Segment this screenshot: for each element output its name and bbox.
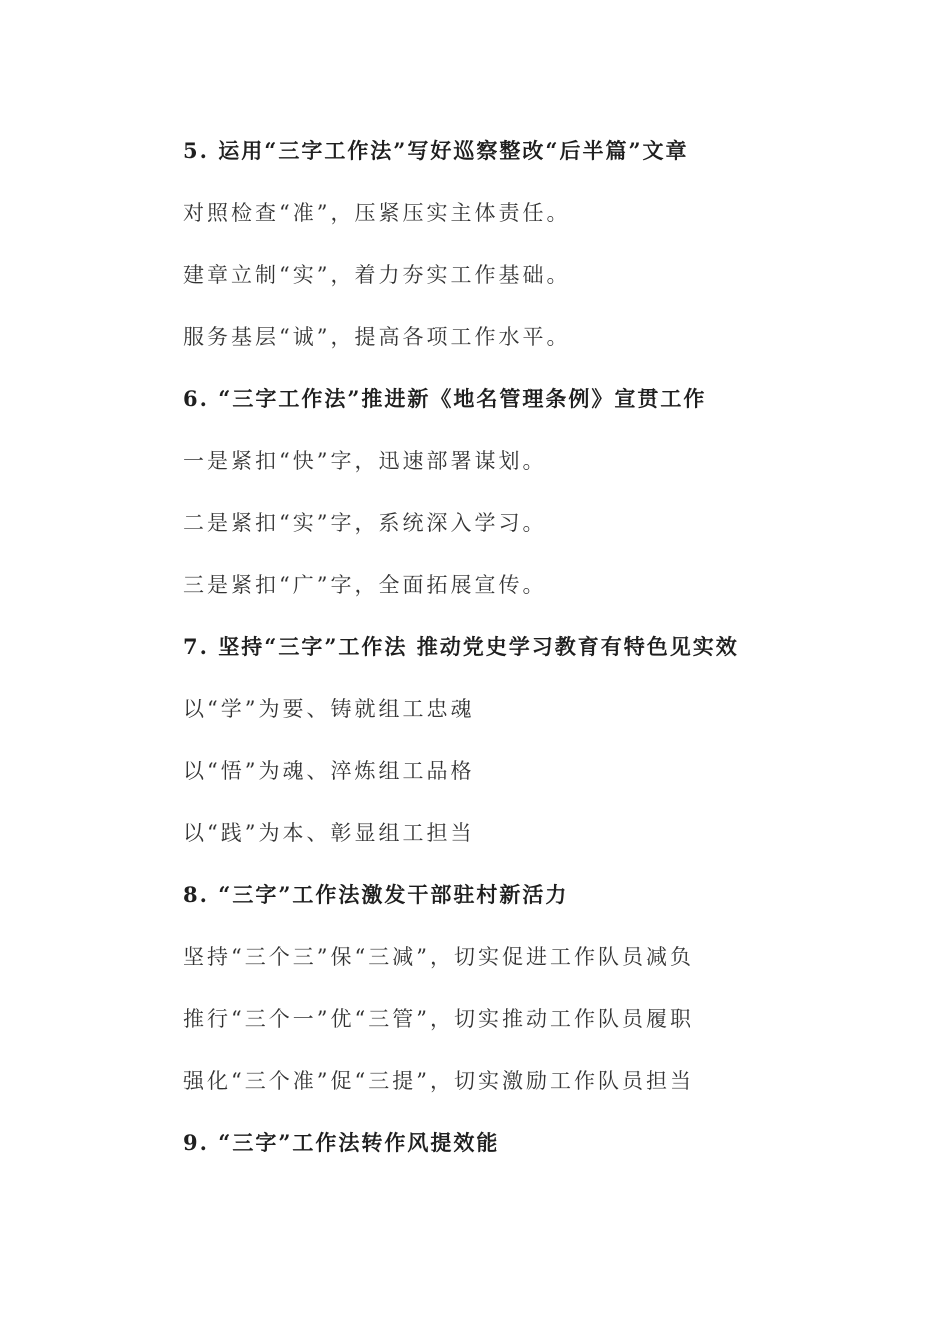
section-8-item-2: 推行“三个一”优“三管”，切实推动工作队员履职 xyxy=(183,1007,694,1031)
section-6-item-2: 二是紧扣“实”字，系统深入学习。 xyxy=(183,511,547,535)
section-8-item-3: 强化“三个准”促“三提”，切实激励工作队员担当 xyxy=(183,1069,694,1093)
section-7-item-1: 以“学”为要、铸就组工忠魂 xyxy=(183,697,475,721)
section-5-item-3: 服务基层“诚”，提高各项工作水平。 xyxy=(183,325,571,349)
section-5-item-1: 对照检查“准”，压紧压实主体责任。 xyxy=(183,201,571,225)
section-7-item-2: 以“悟”为魂、淬炼组工品格 xyxy=(183,759,475,783)
section-6-item-3: 三是紧扣“广”字，全面拓展宣传。 xyxy=(183,573,547,597)
section-heading-5: 5. 运用“三字工作法”写好巡察整改“后半篇”文章 xyxy=(183,138,689,163)
section-heading-6: 6. “三字工作法”推进新《地名管理条例》宣贯工作 xyxy=(183,386,707,411)
section-heading-8: 8. “三字”工作法激发干部驻村新活力 xyxy=(183,882,569,907)
section-heading-9: 9. “三字”工作法转作风提效能 xyxy=(183,1130,500,1155)
section-5-item-2: 建章立制“实”，着力夯实工作基础。 xyxy=(183,263,571,287)
document-body xyxy=(183,134,883,1188)
section-heading-7: 7. 坚持“三字”工作法 推动党史学习教育有特色见实效 xyxy=(183,634,739,659)
section-8-item-1: 坚持“三个三”保“三减”，切实促进工作队员减负 xyxy=(183,945,694,969)
section-6-item-1: 一是紧扣“快”字，迅速部署谋划。 xyxy=(183,449,547,473)
section-7-item-3: 以“践”为本、彰显组工担当 xyxy=(183,821,475,845)
